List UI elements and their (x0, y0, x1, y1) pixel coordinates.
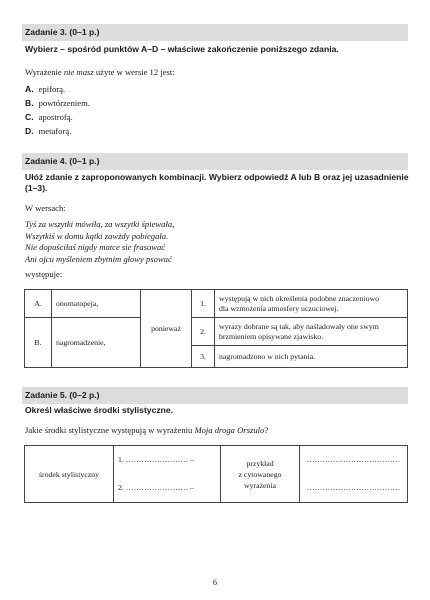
task5-question-after: ? (264, 425, 269, 435)
reason-3-num[interactable]: 3. (192, 346, 215, 368)
example-label (221, 446, 300, 503)
task5-instruction: Określ właściwe środki stylistyczne. (25, 405, 174, 415)
choice-b-text[interactable]: nagromadzenie, (52, 318, 141, 368)
answer-blank-2[interactable]: 2. …………………… – (118, 483, 195, 492)
option-text: powtórzeniem. (38, 98, 90, 108)
task5-question-italic: Moja droga Orszulo (194, 425, 265, 435)
task4-instruction-line1: Ułóż zdanie z zaproponowanych kombinacji. Wybierz odpowiedź A lub B oraz jej uzasadnienie (25, 172, 409, 182)
task3-option-a[interactable] (25, 84, 65, 95)
page-number: 6 (213, 578, 217, 587)
example-blank-1[interactable]: ……………………………… (306, 455, 401, 464)
reason-1-num[interactable]: 1. (192, 290, 215, 318)
task3-option-d[interactable] (25, 126, 71, 137)
task4-occurs-label: występuje: (25, 269, 63, 279)
choice-a-letter[interactable]: A. (25, 290, 52, 318)
task5-answer-table (24, 445, 408, 503)
option-letter: D. (25, 126, 34, 136)
option-text: apostrofą. (38, 112, 73, 122)
task3-header: Zadanie 3. (0–1 p.) (22, 24, 408, 41)
because-cell: ponieważ (141, 290, 192, 368)
option-letter: B. (25, 98, 34, 108)
option-letter: C. (25, 112, 34, 122)
stylistic-device-label: środek stylistyczny (25, 446, 114, 503)
choice-b-letter[interactable]: B. (25, 318, 52, 368)
example-blanks[interactable] (300, 446, 408, 503)
task4-intro: W wersach: (25, 203, 66, 213)
task3-stem-before: Wyrażenie (25, 67, 64, 77)
option-letter: A. (25, 84, 34, 94)
example-label-line: przykład (246, 458, 274, 468)
task3-option-b[interactable] (25, 98, 90, 109)
task3-stem (25, 67, 175, 78)
task5-question (25, 425, 268, 436)
task4-combination-table (24, 289, 408, 368)
example-label-line: wyrażenia (243, 480, 277, 490)
reason-2-text[interactable] (215, 318, 408, 346)
option-text: metaforą. (38, 126, 72, 136)
reason-1-text[interactable] (215, 290, 408, 318)
reason-line: dla wzmożenia atmosfery uczuciowej. (219, 303, 339, 313)
task3-stem-after: użyte w wersie 12 jest: (93, 67, 175, 77)
answer-blank-1[interactable]: 1. …………………… – (118, 455, 195, 464)
poem-line: Wszytkiś w domu kątki zawżdy pobiegała. (25, 230, 169, 241)
poem-line: Nie dopuściłaś nigdy matce sie frasować (25, 242, 166, 253)
choice-a-text[interactable]: onomatopeja, (52, 290, 141, 318)
task4-poem (25, 219, 174, 265)
poem-line: Tyś za wszytki mówiła, za wszytki śpiewała, (25, 219, 175, 229)
reason-line: brzmieniem opisywane zjawisko. (219, 331, 324, 341)
poem-line: Ani ojcu myśleniem zbytnim głowy psować (25, 253, 172, 264)
reason-2-num[interactable]: 2. (192, 318, 215, 346)
task3-stem-italic: nie masz (63, 67, 94, 77)
task3-instruction: Wybierz – spośród punktów A–D – właściwe zakończenie poniższego zdania. (25, 44, 339, 54)
task4-instruction-line2: (1–3). (25, 183, 48, 193)
task5-header: Zadanie 5. (0–2 p.) (22, 387, 408, 404)
task4-header: Zadanie 4. (0–1 p.) (22, 153, 408, 170)
task3-option-c[interactable] (25, 112, 73, 123)
task5-question-before: Jakie środki stylistyczne występują w wyrażeniu (25, 425, 195, 435)
example-label-line: z cytowanego (238, 469, 282, 479)
stylistic-device-blanks[interactable] (114, 446, 221, 503)
example-blank-2[interactable]: ……………………………… (306, 483, 401, 492)
reason-line: występują w nich określenia podobne znaczeniowo (219, 293, 379, 303)
option-text: epiforą. (38, 84, 66, 94)
reason-3-text[interactable]: nagromadzono w nich pytania. (215, 346, 408, 368)
reason-line: wyrazy dobrane są tak, aby naśladowały one swym (219, 321, 379, 331)
